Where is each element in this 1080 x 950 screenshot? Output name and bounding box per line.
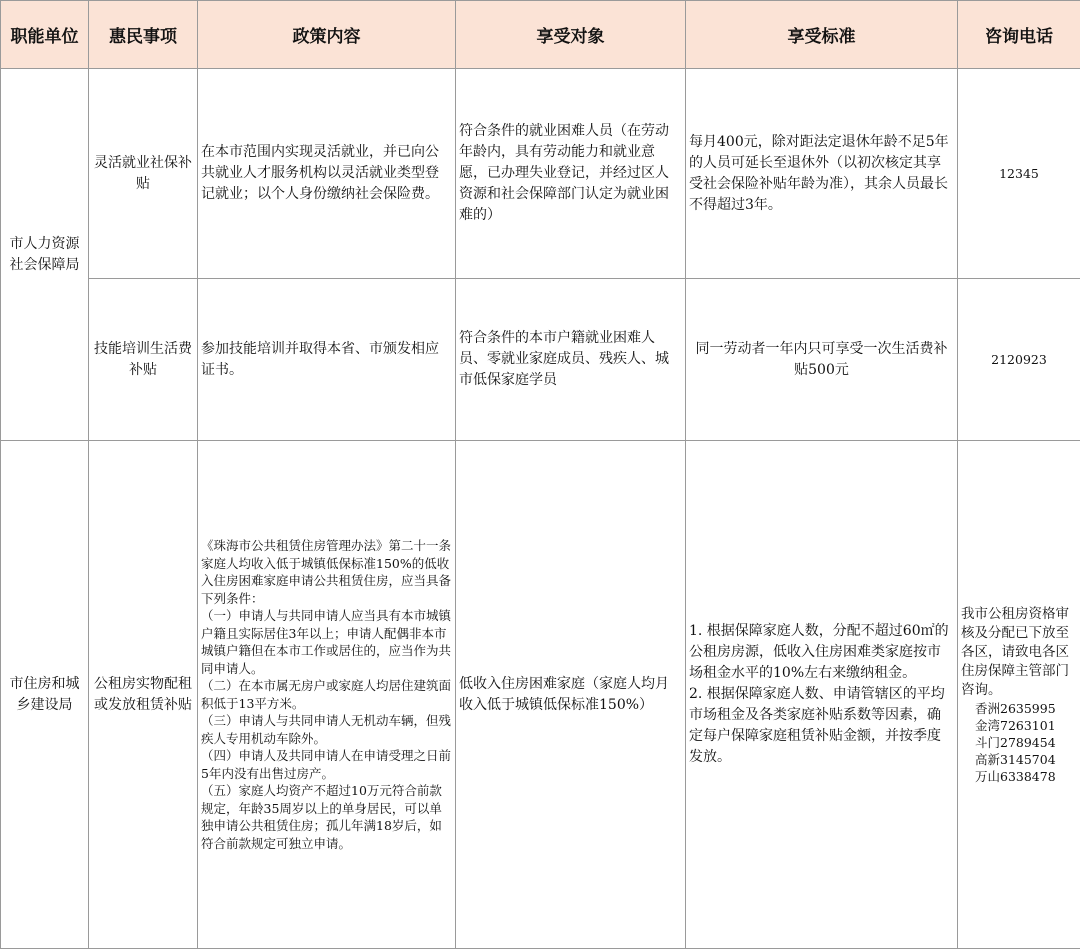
district-phone: 香洲2635995 [975,700,1056,716]
district-phone: 万山6338478 [975,768,1056,784]
policy-line: （一）申请人与共同申请人应当具有本市城镇户籍且实际居住3年以上；申请人配偶非本市城镇户籍但在本市工作或居住的，应当作为共同申请人。 [201,608,452,676]
policy-line: （五）家庭人均资产不超过10万元符合前款规定，年龄35周岁以上的单身居民，可以单独申请公共租赁住房；孤儿年满18岁后，如符合前款规定可独立申请。 [201,783,442,851]
standard-line: 1. 根据保障家庭人数，分配不超过60㎡的公租房房源，低收入住房困难类家庭按市场租金水平的10%左右来缴纳租金。 [689,623,949,681]
unit-cell: 市住房和城乡建设局 [1,441,89,949]
policy-cell [198,441,456,949]
item-cell: 灵活就业社保补贴 [89,69,198,279]
header-standard: 享受标准 [686,1,958,69]
standard-line: 2. 根据保障家庭人数、申请管辖区的平均市场租金及各类家庭补贴系数等因素，确定每户保障家庭租赁补贴金额，并按季度发放。 [689,686,945,765]
policy-line: 《珠海市公共租赁住房管理办法》第二十一条 家庭人均收入低于城镇低保标准150%的低收入住房困难家庭申请公共租赁住房，应当具备下列条件： [201,538,452,606]
target-cell: 符合条件的本市户籍就业困难人员、零就业家庭成员、残疾人、城市低保家庭学员 [456,279,686,441]
phone-cell: 12345 [958,69,1080,279]
table-row [1,69,1080,279]
policy-line: （二）在本市属无房户或家庭人均居住建筑面积低于13平方米。 [201,678,452,711]
policy-cell: 在本市范围内实现灵活就业，并已向公共就业人才服务机构以灵活就业类型登记就业；以个人身份缴纳社会保险费。 [198,69,456,279]
policy-line: （三）申请人与共同申请人无机动车辆，但残疾人专用机动车除外。 [201,713,452,746]
table-row [1,279,1080,441]
phone-cell [958,441,1080,949]
item-cell: 技能培训生活费补贴 [89,279,198,441]
standard-cell: 每月400元，除对距法定退休年龄不足5年的人员可延长至退休外（以初次核定其享受社会保险补贴年龄为准），其余人员最长不得超过3年。 [686,69,958,279]
district-phone: 高新3145704 [975,751,1056,767]
item-cell: 公租房实物配租或发放租赁补贴 [89,441,198,949]
header-unit: 职能单位 [1,1,89,69]
table-row [1,441,1080,949]
header-policy: 政策内容 [198,1,456,69]
header-row [1,1,1080,69]
phone-cell: 2120923 [958,279,1080,441]
contact-text: 我市公租房资格审核及分配已下放至各区，请致电各区住房保障主管部门咨询。 [961,605,1069,698]
standard-cell: 同一劳动者一年内只可享受一次生活费补贴500元 [686,279,958,441]
header-phone: 咨询电话 [958,1,1080,69]
standard-cell [686,441,958,949]
policy-line: （四）申请人及共同申请人在申请受理之日前5年内没有出售过房产。 [201,748,452,781]
policy-cell: 参加技能培训并取得本省、市颁发相应证书。 [198,279,456,441]
header-item: 惠民事项 [89,1,198,69]
header-target: 享受对象 [456,1,686,69]
district-phone: 斗门2789454 [975,734,1056,750]
target-cell: 低收入住房困难家庭（家庭人均月收入低于城镇低保标准150%） [456,441,686,949]
district-phone: 金湾7263101 [975,717,1056,733]
unit-cell: 市人力资源社会保障局 [1,69,89,441]
target-cell: 符合条件的就业困难人员（在劳动年龄内，具有劳动能力和就业意愿，已办理失业登记，并经过区人资源和社会保障部门认定为就业困难的） [456,69,686,279]
